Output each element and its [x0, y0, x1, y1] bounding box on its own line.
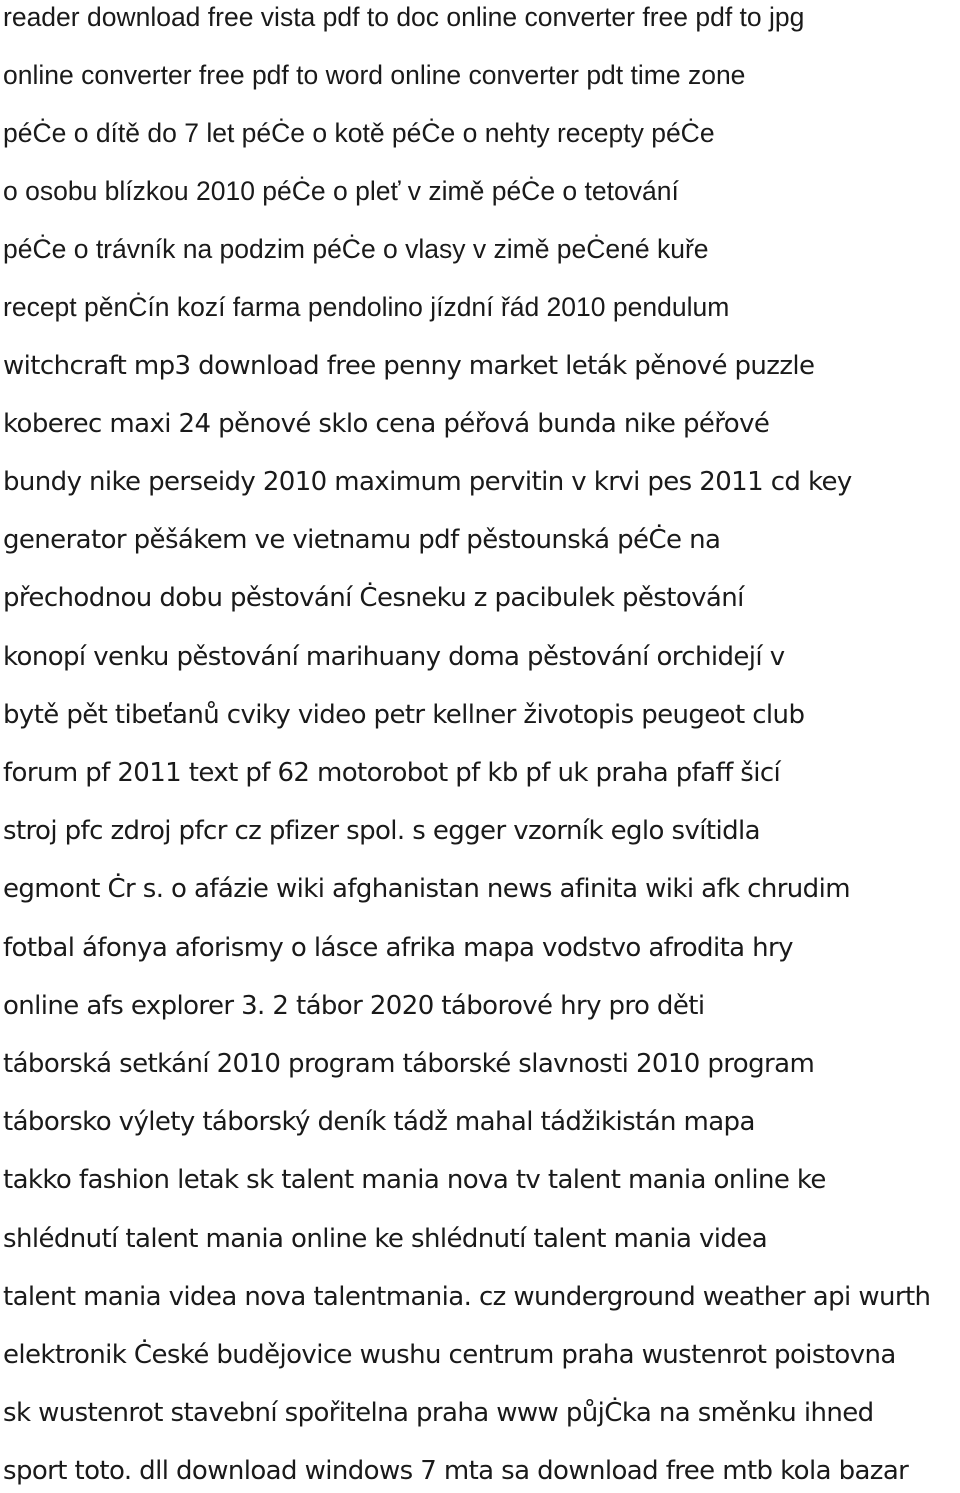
text-line: forum pf 2011 text pf 62 motorobot pf kb pf uk praha pfaff šicí — [3, 758, 781, 788]
text-line: egmont Ċr s. o afázie wiki afghanistan news afinita wiki afk chrudim — [3, 874, 850, 904]
text-line: fotbal áfonya aforismy o lásce afrika mapa vodstvo afrodita hry — [3, 933, 793, 963]
text-line: online converter free pdf to word online converter pdt time zone — [3, 60, 746, 90]
text-line: sk wustenrot stavební spořitelna praha www půjĊka na směnku ihned — [3, 1398, 874, 1428]
text-line: recept pěnĊín kozí farma pendolino jízdní řád 2010 pendulum — [3, 292, 730, 322]
text-line: koberec maxi 24 pěnové sklo cena péřová bunda nike péřové — [3, 409, 770, 439]
text-line: bytě pět tibeťanů cviky video petr kellner životopis peugeot club — [3, 700, 805, 730]
text-line: generator pěšákem ve vietnamu pdf pěstounská péĊe na — [3, 525, 721, 555]
text-line: táborsko výlety táborský deník tádž mahal tádžikistán mapa — [3, 1107, 755, 1137]
text-line: o osobu blízkou 2010 péĊe o pleť v zimě péĊe o tetování — [3, 176, 679, 206]
text-line: stroj pfc zdroj pfcr cz pfizer spol. s egger vzorník eglo svítidla — [3, 816, 760, 846]
text-line: witchcraft mp3 download free penny market leták pěnové puzzle — [3, 351, 815, 381]
text-line: takko fashion letak sk talent mania nova tv talent mania online ke — [3, 1165, 826, 1195]
text-line: reader download free vista pdf to doc online converter free pdf to jpg — [3, 2, 805, 32]
text-line: sport toto. dll download windows 7 mta sa download free mtb kola bazar — [3, 1456, 909, 1486]
text-line: elektronik Ċeské budějovice wushu centrum praha wustenrot poistovna — [3, 1340, 896, 1370]
text-line: péĊe o dítě do 7 let péĊe o kotě péĊe o nehty recepty péĊe — [3, 118, 715, 148]
text-line: přechodnou dobu pěstování Ċesneku z pacibulek pěstování — [3, 583, 744, 613]
text-line: péĊe o trávník na podzim péĊe o vlasy v zimě peĊené kuře — [3, 234, 709, 264]
text-line: bundy nike perseidy 2010 maximum pervitin v krvi pes 2011 cd key — [3, 467, 852, 497]
text-line: táborská setkání 2010 program táborské slavnosti 2010 program — [3, 1049, 815, 1079]
text-line: konopí venku pěstování marihuany doma pěstování orchidejí v — [3, 642, 785, 672]
text-line: talent mania videa nova talentmania. cz wunderground weather api wurth — [3, 1282, 931, 1312]
text-line: shlédnutí talent mania online ke shlédnutí talent mania videa — [3, 1224, 768, 1254]
text-line: online afs explorer 3. 2 tábor 2020 táborové hry pro děti — [3, 991, 705, 1021]
